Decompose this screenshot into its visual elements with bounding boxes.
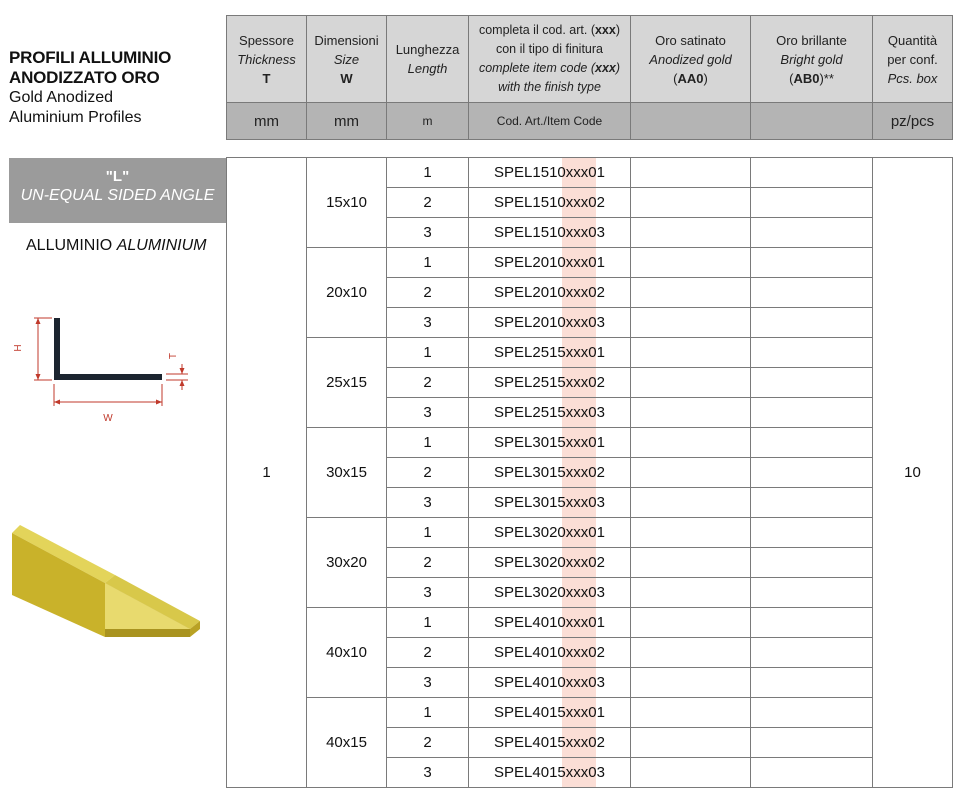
header-thickness <box>227 16 307 103</box>
header-bright-it: Oro brillante <box>776 32 847 48</box>
length-cell: 1 <box>387 428 469 458</box>
unit-bright <box>751 103 873 140</box>
length-cell: 3 <box>387 578 469 608</box>
length-cell: 1 <box>387 608 469 638</box>
item-code: SPEL1510xxx02 <box>494 194 605 211</box>
item-code-cell <box>469 458 631 488</box>
table-row <box>227 428 953 458</box>
bright-gold-cell <box>751 668 873 698</box>
satin-gold-cell <box>631 758 751 788</box>
length-cell: 3 <box>387 398 469 428</box>
item-code-cell <box>469 548 631 578</box>
table-row <box>227 248 953 278</box>
satin-gold-cell <box>631 638 751 668</box>
bright-gold-cell <box>751 488 873 518</box>
length-cell: 3 <box>387 218 469 248</box>
length-cell: 1 <box>387 248 469 278</box>
bright-gold-cell <box>751 728 873 758</box>
header-code-en1b: ) <box>615 61 621 75</box>
header-qty-it2: per conf. <box>887 51 938 67</box>
qty-cell: 10 <box>873 158 953 788</box>
unit-code: Cod. Art./Item Code <box>469 103 631 140</box>
header-code <box>469 16 631 103</box>
length-cell: 3 <box>387 308 469 338</box>
item-code-cell <box>469 308 631 338</box>
item-code-cell <box>469 728 631 758</box>
item-code-cell <box>469 698 631 728</box>
header-bright-en: Bright gold <box>780 51 843 67</box>
length-cell: 2 <box>387 368 469 398</box>
bright-gold-cell <box>751 608 873 638</box>
bright-gold-cell <box>751 308 873 338</box>
satin-gold-cell <box>631 548 751 578</box>
bright-gold-cell <box>751 188 873 218</box>
size-cell: 15x10 <box>307 158 387 248</box>
header-size-sym: W <box>340 70 353 86</box>
length-cell: 1 <box>387 698 469 728</box>
length-cell: 2 <box>387 638 469 668</box>
bright-gold-cell <box>751 758 873 788</box>
satin-gold-cell <box>631 158 751 188</box>
item-code: SPEL4010xxx02 <box>494 644 605 661</box>
unit-satin <box>631 103 751 140</box>
table-row <box>227 608 953 638</box>
item-code: SPEL3020xxx01 <box>494 524 605 541</box>
item-code: SPEL2010xxx01 <box>494 254 605 271</box>
item-code: SPEL2515xxx01 <box>494 344 605 361</box>
header-satin-en: Anodized gold <box>649 51 732 67</box>
satin-gold-cell <box>631 398 751 428</box>
satin-gold-cell <box>631 518 751 548</box>
title-line-2: ANODIZZATO ORO <box>9 68 160 87</box>
item-code: SPEL3020xxx02 <box>494 554 605 571</box>
item-code-cell <box>469 338 631 368</box>
length-cell: 1 <box>387 518 469 548</box>
length-cell: 2 <box>387 278 469 308</box>
material-label <box>26 237 206 255</box>
unit-qty: pz/pcs <box>873 103 953 140</box>
size-cell: 25x15 <box>307 338 387 428</box>
unit-length: m <box>387 103 469 140</box>
title-line-3: Gold Anodized <box>9 89 114 106</box>
satin-gold-cell <box>631 308 751 338</box>
table-row <box>227 338 953 368</box>
header-code-it2: con il tipo di finitura <box>495 42 603 56</box>
header-bright-code: AB0 <box>793 70 820 86</box>
satin-gold-cell <box>631 278 751 308</box>
satin-gold-cell <box>631 608 751 638</box>
profile-name: UN-EQUAL SIDED ANGLE <box>20 187 215 204</box>
header-satin-open: ( <box>673 70 678 86</box>
item-code-cell <box>469 248 631 278</box>
bright-gold-cell <box>751 338 873 368</box>
item-code-cell <box>469 278 631 308</box>
profile-shape: "L" <box>105 168 130 185</box>
bright-gold-cell <box>751 248 873 278</box>
bright-gold-cell <box>751 158 873 188</box>
header-thickness-en: Thickness <box>237 51 296 67</box>
item-code-cell <box>469 158 631 188</box>
header-qty-en: Pcs. box <box>887 70 938 86</box>
item-code: SPEL3020xxx03 <box>494 584 605 601</box>
satin-gold-cell <box>631 428 751 458</box>
length-cell: 2 <box>387 548 469 578</box>
header-bright-open: ( <box>789 70 794 86</box>
item-code-cell <box>469 518 631 548</box>
item-code: SPEL3015xxx01 <box>494 434 605 451</box>
length-cell: 2 <box>387 188 469 218</box>
dim-label-t: T <box>168 352 179 360</box>
item-code-cell <box>469 398 631 428</box>
header-satin-close: ) <box>703 70 708 86</box>
page-title <box>9 48 171 128</box>
item-code-cell <box>469 578 631 608</box>
item-code-cell <box>469 758 631 788</box>
header-qty <box>873 16 953 103</box>
title-line-4: Aluminium Profiles <box>9 109 142 126</box>
header-code-en2: with the finish type <box>498 80 601 94</box>
header-table <box>226 15 953 140</box>
profile-dimension-diagram <box>12 308 202 428</box>
item-code-cell <box>469 488 631 518</box>
item-code-cell <box>469 188 631 218</box>
item-code: SPEL1510xxx01 <box>494 164 605 181</box>
bright-gold-cell <box>751 218 873 248</box>
header-code-it1b: ) <box>615 23 621 37</box>
unit-thickness: mm <box>227 103 307 140</box>
header-length-it: Lunghezza <box>395 42 460 57</box>
item-code-cell <box>469 608 631 638</box>
table-row <box>227 518 953 548</box>
bright-gold-cell <box>751 638 873 668</box>
satin-gold-cell <box>631 728 751 758</box>
bright-gold-cell <box>751 518 873 548</box>
dim-label-h: H <box>13 344 24 352</box>
table-row <box>227 158 953 188</box>
satin-gold-cell <box>631 368 751 398</box>
bright-gold-cell <box>751 458 873 488</box>
satin-gold-cell <box>631 188 751 218</box>
satin-gold-cell <box>631 668 751 698</box>
satin-gold-cell <box>631 488 751 518</box>
item-code: SPEL4015xxx03 <box>494 764 605 781</box>
length-cell: 3 <box>387 668 469 698</box>
profile-3d-render <box>10 525 205 645</box>
item-code: SPEL2010xxx02 <box>494 284 605 301</box>
length-cell: 3 <box>387 488 469 518</box>
header-thickness-sym: T <box>262 70 271 86</box>
satin-gold-cell <box>631 578 751 608</box>
size-cell: 20x10 <box>307 248 387 338</box>
unit-size: mm <box>307 103 387 140</box>
header-size <box>307 16 387 103</box>
satin-gold-cell <box>631 698 751 728</box>
item-code: SPEL3015xxx03 <box>494 494 605 511</box>
item-code-cell <box>469 638 631 668</box>
bright-gold-cell <box>751 698 873 728</box>
satin-gold-cell <box>631 248 751 278</box>
satin-gold-cell <box>631 218 751 248</box>
header-bright <box>751 16 873 103</box>
header-thickness-it: Spessore <box>239 32 294 48</box>
length-cell: 2 <box>387 728 469 758</box>
item-code-cell <box>469 428 631 458</box>
length-cell: 1 <box>387 338 469 368</box>
item-code: SPEL4010xxx03 <box>494 674 605 691</box>
satin-gold-cell <box>631 458 751 488</box>
length-cell: 2 <box>387 458 469 488</box>
size-cell: 40x15 <box>307 698 387 788</box>
header-code-xxx-en: xxx <box>595 61 616 75</box>
material-en: ALUMINIUM <box>116 237 207 254</box>
item-code: SPEL2515xxx03 <box>494 404 605 421</box>
item-code: SPEL2010xxx03 <box>494 314 605 331</box>
header-bright-close: )** <box>819 70 834 86</box>
header-length-en: Length <box>407 61 448 76</box>
header-qty-it1: Quantità <box>887 32 938 48</box>
item-code: SPEL4015xxx02 <box>494 734 605 751</box>
length-cell: 3 <box>387 758 469 788</box>
length-cell: 1 <box>387 158 469 188</box>
header-code-xxx: xxx <box>594 23 616 37</box>
item-code: SPEL2515xxx02 <box>494 374 605 391</box>
product-table <box>226 157 953 788</box>
size-cell: 30x15 <box>307 428 387 518</box>
satin-gold-cell <box>631 338 751 368</box>
item-code: SPEL4010xxx01 <box>494 614 605 631</box>
item-code-cell <box>469 368 631 398</box>
title-line-1: PROFILI ALLUMINIO <box>9 48 172 67</box>
header-code-en1: complete item code ( <box>478 61 595 75</box>
material-it: ALLUMINIO <box>26 237 113 254</box>
profile-badge <box>9 158 226 223</box>
header-satin-it: Oro satinato <box>655 32 726 48</box>
header-length <box>387 16 469 103</box>
item-code: SPEL1510xxx03 <box>494 224 605 241</box>
header-size-en: Size <box>333 51 360 67</box>
size-cell: 30x20 <box>307 518 387 608</box>
dim-label-w: W <box>103 413 113 424</box>
header-size-it: Dimensioni <box>314 32 379 48</box>
header-code-it1: completa il cod. art. ( <box>478 23 595 37</box>
header-satin <box>631 16 751 103</box>
size-cell: 40x10 <box>307 608 387 698</box>
bright-gold-cell <box>751 368 873 398</box>
bright-gold-cell <box>751 278 873 308</box>
thickness-cell: 1 <box>227 158 307 788</box>
bright-gold-cell <box>751 398 873 428</box>
header-satin-code: AA0 <box>677 70 704 86</box>
item-code-cell <box>469 218 631 248</box>
bright-gold-cell <box>751 548 873 578</box>
item-code-cell <box>469 668 631 698</box>
l-profile-shape <box>54 318 162 380</box>
bright-gold-cell <box>751 578 873 608</box>
table-row <box>227 698 953 728</box>
item-code: SPEL4015xxx01 <box>494 704 605 721</box>
item-code: SPEL3015xxx02 <box>494 464 605 481</box>
bright-gold-cell <box>751 428 873 458</box>
